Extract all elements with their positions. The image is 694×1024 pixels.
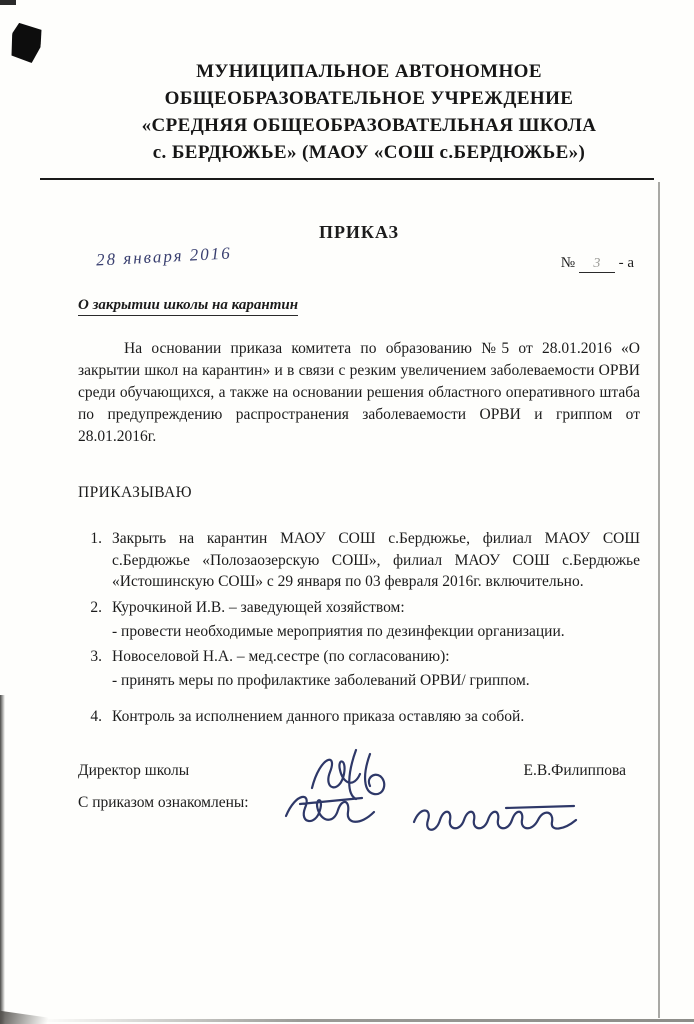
director-role-label: Директор школы: [78, 761, 190, 779]
document-subject: О закрытии школы на карантин: [78, 297, 298, 316]
order-item-2: [78, 597, 640, 642]
header-line-1: МУНИЦИПАЛЬНОЕ АВТОНОМНОЕ: [196, 61, 542, 82]
order-number: [561, 255, 634, 273]
item-text: Контроль за исполнением данного приказа оставляю за собой.: [112, 707, 525, 725]
item-subtext: - провести необходимые мероприятия по дезинфекции организации.: [112, 622, 565, 640]
order-items: [78, 528, 640, 728]
order-item-4: [78, 706, 640, 728]
body-paragraph: На основании приказа комитета по образованию №5 от 28.01.2016 «О закрытии школ на карантин» и в связи с резким увеличением заболеваемости ОРВИ среди обучающихся, а также на основании решения областного оперативного штаба по предупреждению распространения заболеваемости ОРВИ и гриппом от 28.01.2016г.: [78, 340, 640, 445]
item-number: 1.: [90, 530, 102, 547]
handwritten-date: 28 января 2016: [95, 243, 233, 270]
order-item-3: [78, 646, 640, 691]
item-text: Закрыть на карантин МАОУ СОШ с.Бердюжье, филиал МАОУ СОШ с.Бердюжье «Полозаозерскую СОШ», филиал МАОУ СОШ с.Бердюжье «Истошинскую СОШ» с 29 января по 03 февраля 2016г. включительно.: [112, 530, 640, 591]
header-line-2: ОБЩЕОБРАЗОВАТЕЛЬНОЕ УЧРЕЖДЕНИЕ: [164, 88, 574, 109]
item-text: Новоселовой Н.А. – мед.сестре (по согласованию):: [112, 648, 450, 666]
scan-artifact-bottom-left: [0, 1002, 70, 1024]
header-line-3: «СРЕДНЯЯ ОБЩЕОБРАЗОВАТЕЛЬНАЯ ШКОЛА: [141, 115, 597, 136]
order-number-label: №: [560, 255, 576, 271]
order-item-1: [78, 528, 640, 593]
item-number: 2.: [90, 599, 102, 617]
acknowledged-signature-1-icon: [278, 784, 382, 832]
director-name: Е.В.Филиппова: [523, 761, 626, 779]
item-text: Курочкиной И.В. – заведующей хозяйством:: [112, 599, 405, 617]
acknowledged-signature-2-icon: [406, 796, 586, 842]
meta-row: [78, 245, 640, 285]
order-word: ПРИКАЗЫВАЮ: [78, 484, 192, 501]
item-subtext: - принять меры по профилактике заболеваний ОРВИ/ гриппом.: [112, 672, 530, 690]
signature-area: [78, 762, 640, 812]
order-number-suffix: - а: [618, 255, 634, 271]
scan-artifact-bottom-edge: [40, 1019, 694, 1022]
header-line-4: с. БЕРДЮЖЬЕ» (МАОУ «СОШ с.БЕРДЮЖЬЕ»): [152, 142, 586, 163]
item-number: 4.: [90, 707, 102, 725]
item-number: 3.: [90, 648, 102, 666]
acknowledged-label: С приказом ознакомлены:: [78, 793, 249, 811]
document-header: [78, 58, 660, 166]
header-divider: [40, 178, 654, 180]
document-title: ПРИКАЗ: [318, 222, 400, 242]
order-number-value: 3: [579, 256, 615, 273]
